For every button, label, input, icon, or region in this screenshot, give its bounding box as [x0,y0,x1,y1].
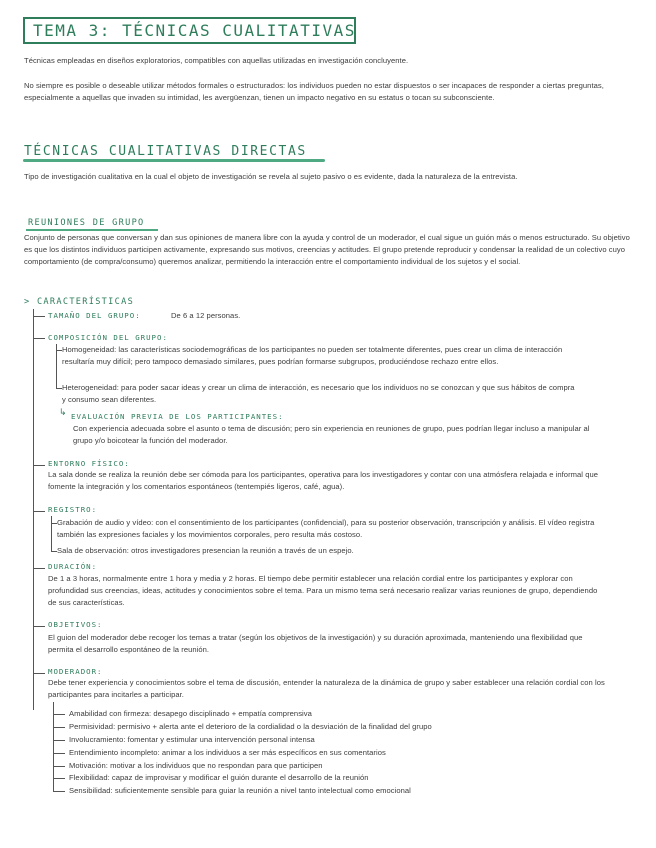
tree-branch [33,568,45,569]
moderador-item: Motivación: motivar a los individuos que no respondan para que participen [69,761,323,770]
tree-branch [33,338,45,339]
objetivos-text: El guion del moderador debe recoger los temas a tratar (según los objetivos de la investigación) y su duración aproximada, manteniendo una flexibilidad que permita el desarrollo espontáneo de la reunión. [48,633,583,654]
tamano-text: De 6 a 12 personas. [171,311,241,320]
tree-branch [53,766,65,767]
registro-item-2: Sala de observación: otros investigadores presencian la reunión a través de un espejo. [57,546,354,555]
subsection-heading-reuniones: REUNIONES DE GRUPO [28,218,145,228]
tree-branch [33,316,45,317]
heterogeneidad-text: Heterogeneidad: para poder sacar ideas y crear un clima de interacción, es necesario que los individuos no se conozcan y que sus hábitos de compra y consumo sean diferentes. [62,383,575,404]
tamano-label: TAMAÑO DEL GRUPO: [48,311,141,320]
tree-branch [33,511,45,512]
title-box [23,17,356,44]
directas-description: Tipo de investigación cualitativa en la cual el objeto de investigación se revela al sujeto pasivo o es evidente, dada la naturaleza de la entrevista. [24,172,518,181]
evaluacion-text: Con experiencia adecuada sobre el asunto o tema de discusión; pero sin experiencia en reuniones de grupo, pues podrían llegar incluso a manipular al grupo y/o boicotear la función del moderador. [73,424,590,445]
evaluacion-label: EVALUACIÓN PREVIA DE LOS PARTICIPANTES: [71,412,284,421]
section-heading-directas: TÉCNICAS CUALITATIVAS DIRECTAS [24,144,307,159]
homogeneidad-text: Homogeneidad: las características sociodemográficas de los participantes no pueden ser totalmente diferentes, pues crear un clima de interacción resultaría muy difícil; pero tampoco demasiado similares, pues podrían formarse subgrupos, produciéndose rechazo entre ellos. [62,345,563,366]
entorno-label: ENTORNO FÍSICO: [48,459,130,468]
tree-branch [33,673,45,674]
sub-arrow-icon: ↳ [59,408,67,418]
tree-branch [53,791,65,792]
tree-branch [53,740,65,741]
subheading-underline [26,229,158,231]
tree-branch [53,714,65,715]
registro-item-1: Grabación de audio y vídeo: con el consentimiento de los participantes (confidencial), para su posterior observación, transcripción y análisis. El vídeo registra también las expresiones faciales y los movimientos corporales, pero resulta más costoso. [57,518,595,539]
tree-branch [33,465,45,466]
caracteristicas-heading: > CARACTERÍSTICAS [24,297,135,307]
tree-branch [33,626,45,627]
registro-label: REGISTRO: [48,505,98,514]
moderador-label: MODERADOR: [48,667,103,676]
moderador-text: Debe tener experiencia y conocimientos sobre el tema de discusión, entender la naturaleza de la dinámica de grupo y saber establecer una relación cordial con los participantes para incitarles a participar. [48,678,605,699]
page-title: TEMA 3: TÉCNICAS CUALITATIVAS [33,21,356,40]
moderador-item: Permisividad: permisivo + alerta ante el deterioro de la cordialidad o la desviación de la finalidad del grupo [69,722,432,731]
composicion-label: COMPOSICIÓN DEL GRUPO: [48,333,168,342]
duracion-label: DURACIÓN: [48,562,98,571]
tree-line-main [33,309,34,710]
tree-branch [53,753,65,754]
moderador-item: Involucramiento: fomentar y estimular una intervención personal intensa [69,735,315,744]
moderador-item: Amabilidad con firmeza: desapego disciplinado + empatía comprensiva [69,709,312,718]
duracion-text: De 1 a 3 horas, normalmente entre 1 hora y media y 2 horas. El tiempo debe permitir establecer una relación cordial entre los participantes y explorar con profundidad sus creencias, ideas, actitudes y conocimientos sobre el tema. Para un mismo tema será necesario realizar varias reuniones de grupo, dependiendo de sus características. [48,574,598,607]
heading-underline [23,159,325,162]
objetivos-label: OBJETIVOS: [48,620,103,629]
intro-paragraph-2: No siempre es posible o deseable utilizar métodos formales o estructurados: los individuos pueden no estar dispuestos o ser incapaces de responder a ciertas preguntas, especialmente a aquellas que invaden su intimidad, les avergüenzan, tienen un impacto negativo en su estatus o tocan su subconsciente. [24,81,604,102]
tree-branch [53,727,65,728]
tree-line-registro [51,516,52,551]
moderador-item: Entendimiento incompleto: animar a los individuos a ser más específicos en sus comentarios [69,748,386,757]
reuniones-description: Conjunto de personas que conversan y dan sus opiniones de manera libre con la ayuda y control de un moderador, el cual sigue un guión más o menos estructurado. Su objetivo es que los distintos individuos participen activamente, expresando sus motivos, creencias y actitudes. El grupo pretende reproducir y condensar la realidad de un colectivo cuyo comportamiento (de compra/consumo) queremos analizar, permitiendo la interacción entre el comportamiento individual de los sujetos y el social. [24,233,630,266]
moderador-item: Flexibilidad: capaz de improvisar y modificar el guión durante el desarrollo de la reunión [69,773,369,782]
entorno-text: La sala donde se realiza la reunión debe ser cómoda para los participantes, operativa para los investigadores y contar con una atmósfera relajada e informal que fomente la integración y los comentarios espontáneos (tentempiés ligeros, café, agua). [48,470,599,491]
intro-paragraph-1: Técnicas empleadas en diseños exploratorios, compatibles con aquellas utilizadas en investigación concluyente. [24,56,409,65]
moderador-item: Sensibilidad: suficientemente sensible para guiar la reunión a nivel tanto intelectual como emocional [69,786,411,795]
tree-branch [53,778,65,779]
